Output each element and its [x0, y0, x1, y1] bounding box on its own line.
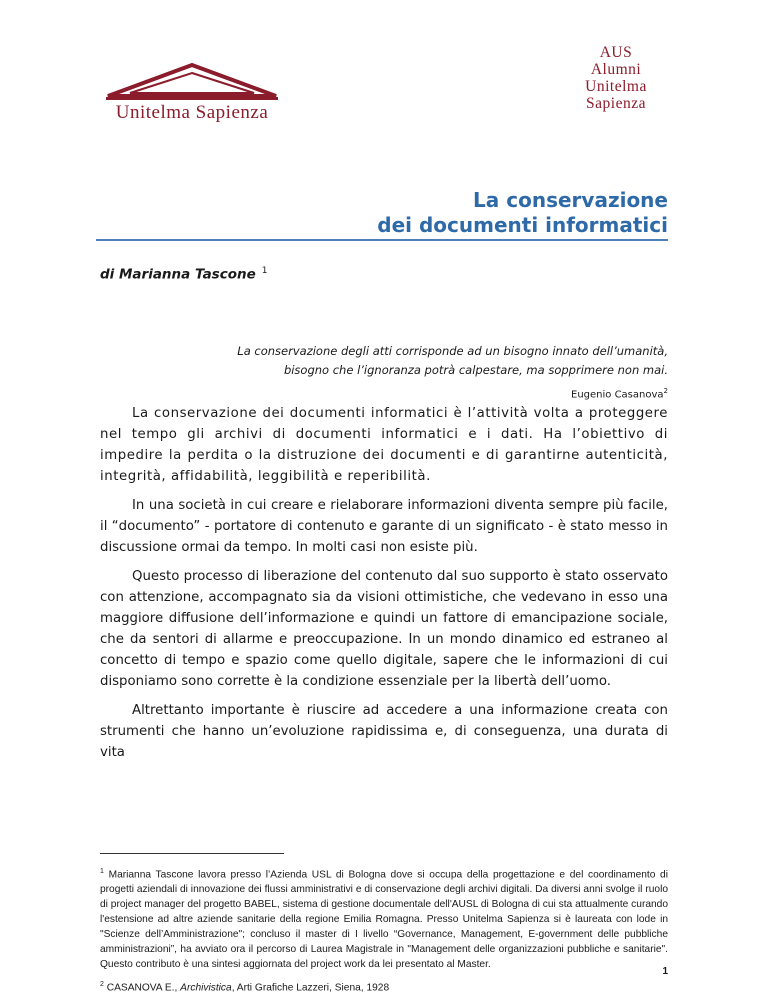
footnote-2-title: Archivistica — [180, 982, 232, 994]
body-text — [100, 403, 668, 771]
footnote-2-text-after: , Arti Grafiche Lazzeri, Siena, 1928 — [231, 982, 390, 994]
page-number: 1 — [662, 966, 668, 977]
footnote-separator — [100, 853, 284, 854]
footnote-1-text: Marianna Tascone lavora presso l’Azienda USL di Bologna dove si occupa della progettazione e del coordinamento di progetti aziendali di innovazione dei flussi amministrativi e di conservazione degli archivi digitali. Da diversi anni svolge il ruolo di project manager del progetto BABEL, sistema di gestione documentale dell'AUSL di Bologna di cui sta attualmente curando l'estensione ad altre aziende sanitarie della regione Emilia Romagna. Presso Unitelma Sapienza si è laureata con lode in "Scienze dell’Amministrazione"; concluso il master di I livello “Governance, Management, E-government delle pubbliche amministrazioni”, ha avviato ora il percorso di Laurea Magistrale in "Management delle organizzazioni pubbliche e sanitarie". Questo contributo è una sintesi aggiornata del project work da lei presentato al Master. — [100, 869, 668, 971]
aus-logo-line-2: Alumni — [590, 61, 642, 78]
footnote-2 — [100, 977, 668, 995]
paragraph-2: In una società in cui creare e rielaborare informazioni diventa sempre più facile, il “documento” - portatore di contenuto e garante di un significato - è stato messo in discussione ormai da tempo. In molti casi non esiste più. — [100, 498, 668, 555]
unitelma-sapienza-wordmark: Unitelma Sapienza — [115, 102, 269, 123]
author-name: di Marianna Tascone — [100, 266, 256, 283]
title-line-1: La conservazione — [473, 188, 668, 212]
footnote-2-number: 2 — [100, 981, 104, 989]
temple-pediment-icon — [104, 62, 280, 100]
unitelma-sapienza-logo — [104, 62, 280, 124]
footnote-2-text-before: CASANOVA E., — [106, 982, 181, 994]
epigraph-line-2: bisogno che l’ignoranza potrà calpestare, ma sopprimere non mai. — [283, 363, 668, 377]
epigraph-footnote-ref: 2 — [663, 387, 668, 395]
epigraph-line-1: La conservazione degli atti corrisponde ad un bisogno innato dell’umanità, — [237, 344, 668, 358]
author-footnote-ref: 1 — [261, 266, 268, 276]
footnotes — [100, 864, 668, 1001]
title-underline — [96, 239, 668, 241]
aus-logo-line-1: AUS — [599, 44, 633, 61]
footnote-1-number: 1 — [100, 868, 104, 875]
epigraph — [188, 342, 668, 404]
aus-alumni-logo — [566, 44, 666, 112]
footnote-1 — [100, 864, 668, 972]
epigraph-attribution — [188, 382, 668, 404]
document-title — [377, 188, 668, 238]
author-line — [100, 266, 268, 283]
paragraph-1: La conservazione dei documenti informatici è l’attività volta a proteggere nel tempo gli archivi di documenti informatici e i dati. Ha l’obiettivo di impedire la perdita o la distruzione dei documenti e di garantirne autenticità, integrità, affidabilità, leggibilità e reperibilità. — [100, 406, 668, 484]
paragraph-4: Altrettanto importante è riuscire ad accedere a una informazione creata con strumenti che hanno un’evoluzione rapidissima e, di conseguenza, una durata di vita — [100, 703, 668, 760]
epigraph-author: Eugenio Casanova — [571, 389, 664, 401]
aus-logo-line-3: Unitelma — [585, 78, 647, 95]
title-line-2: dei documenti informatici — [377, 213, 668, 237]
paragraph-3: Questo processo di liberazione del contenuto dal suo supporto è stato osservato con attenzione, accompagnato sia da visioni ottimistiche, che vedevano in esso una maggiore diffusione dell’informazione e quindi un fattore di emancipazione sociale, che da sentori di allarme e preoccupazione. In un mondo dinamico ed estraneo al concetto di tempo e spazio come quello digitale, sapere che le informazioni di cui disponiamo sono corrette è la condizione essenziale per la libertà dell’uomo. — [100, 569, 668, 689]
aus-logo-line-4: Sapienza — [586, 95, 646, 112]
